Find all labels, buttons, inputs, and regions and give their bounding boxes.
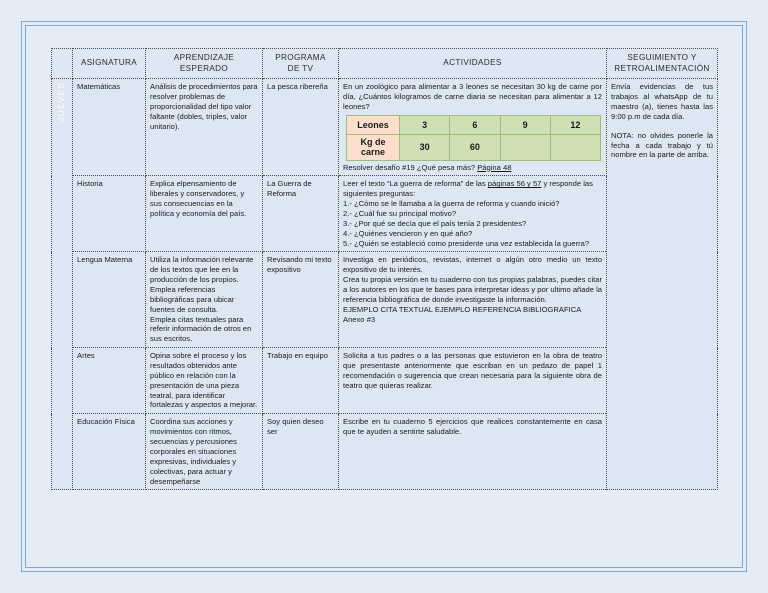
cell-actividades-lengua-materna [339,252,607,348]
cell-seguimiento-retroalimentacion [607,79,718,490]
historia-intro [343,179,602,199]
cell-programa-tv-lengua-materna: Revisando mi texto expositivo [263,252,339,348]
header-programa-de-tv-line2: DE TV [287,63,314,73]
header-programa-de-tv-line1: PROGRAMA [275,53,326,62]
header-seguimiento-retroalimentacion [607,49,718,79]
historia-intro-pre: Leer el texto “La guerra de reforma” de las [343,179,488,189]
lengua-paragraph-1: Investiga en periódicos, revistas, internet o algún otro medio un texto expositivo de tu interés. [343,255,602,275]
cell-aprendizaje-matematicas: Análisis de procedimientos para resolver problemas de proporcionalidad del tipo valor faltante (dobles, triples, valor unitario). [146,79,263,176]
matematicas-page-reference: Página 48 [477,162,512,172]
lions-row-label-kg-de-carne: Kg de carne [347,134,400,160]
historia-question-4: 4.- ¿Quiénes vencieron y en qué año? [343,228,473,238]
day-label-text: JUEVES [56,82,66,122]
matematicas-problem-statement: En un zoológico para alimentar a 3 leones se necesitan 30 kg de carne por día, ¿Cuántos kilogramos de carne diaria se necesitan para alimentar a 12 leones? [343,82,602,112]
matematicas-desafio-line [343,163,602,173]
lengua-annex-line: Anexo #3 [343,314,376,324]
historia-intro-post: y responde las siguientes preguntas: [343,179,593,199]
header-seguimiento-line2: RETROALIMENTACIÓN [614,63,710,73]
cell-asignatura-artes: Artes [73,348,146,414]
lions-value-leones-1: 6 [450,115,500,134]
historia-question-3: 3.- ¿Por qué se decía que el país tenía 2 presidentes? [343,218,527,228]
seguimiento-paragraph-1: Envía evidencias de tus trabajos al whatsApp de tu maestro (a), tienes hasta las 9:00 p.m de cada día. [611,82,713,121]
header-aprendizaje-esperado: APRENDIZAJE ESPERADO [146,49,263,79]
cell-aprendizaje-artes: Opina sobre el proceso y los resultados obtenidos ante público en relación con la presentación de una pieza teatral, para identificar fortalezas y aspectos a mejorar. [146,348,263,414]
lions-row-kg-de-carne [347,134,601,160]
header-actividades: ACTIVIDADES [339,49,607,79]
header-seguimiento-line1: SEGUIMIENTO Y [627,53,697,62]
lions-value-leones-0: 3 [400,115,450,134]
educacion-fisica-activity-text: Escribe en tu cuaderno 5 ejercicios que realices constantemente en casa que te ayuden a sentirte saludable. [343,417,602,437]
cell-programa-tv-matematicas: La pesca ribereña [263,79,339,176]
table-row-matematicas [52,79,718,176]
lengua-paragraph-2: Crea tu propia versión en tu cuaderno con tus propias palabras, puedes citar a los autores en los que te bases para interpretar ideas y por ultimo añade la referencia bibliográfica de donde investigaste la información. [343,275,602,304]
cell-asignatura-educacion-fisica: Educación Física [73,414,146,490]
lions-value-leones-2: 9 [500,115,550,134]
weekly-plan-sheet [51,48,717,528]
historia-page-reference: páginas 56 y 57 [487,179,542,189]
header-asignatura: ASIGNATURA [73,49,146,79]
historia-question-5: 5.- ¿Quién se estableció como presidente una vez establecida la guerra? [343,238,590,248]
lions-value-kg-1: 60 [450,134,500,160]
cell-aprendizaje-lengua-materna: Utiliza la información relevante de los textos que lee en la producción de los propios. Emplea referencias bibliográficas para ubicar fuentes de consulta. Emplea citas textuales para referir información de otros en sus escritos. [146,252,263,348]
lions-value-kg-0: 30 [400,134,450,160]
cell-actividades-artes [339,348,607,414]
day-label-cell [52,79,73,490]
cell-asignatura-historia: Historia [73,176,146,252]
cell-programa-tv-historia: La Guerra de Reforma [263,176,339,252]
cell-programa-tv-artes: Trabajo en equipo [263,348,339,414]
artes-activity-text: Solicita a tus padres o a las personas que estuvieron en la obra de teatro que presentaste anteriormente que escriban en un pedazo de papel 1 recomendación o sugerencia que crean necesaria para la siguiente obra de teatro que quieras realizar. [343,351,602,390]
cell-actividades-historia [339,176,607,252]
lions-row-label-leones: Leones [347,115,400,134]
historia-question-2: 2.- ¿Cuál fue su principal motivo? [343,209,457,219]
cell-actividades-matematicas [339,79,607,176]
seguimiento-nota: NOTA: no olvides ponerle la fecha a cada trabajo y tú nombre en la parte de arriba. [611,130,713,160]
cell-aprendizaje-historia: Explica elpensamiento de liberales y conservadores, y sus consecuencias en la política y economía del país. [146,176,263,252]
lions-value-kg-3 [550,134,600,160]
cell-aprendizaje-educacion-fisica: Coordina sus acciones y movimientos con ritmos, secuencias y percusiones corporales en situaciones expresivas, individuales y colectivas, para actuar y desempeñarse [146,414,263,490]
lions-proportion-table [346,115,601,161]
cell-programa-tv-educacion-fisica: Soy quien deseo ser [263,414,339,490]
header-spacer [52,49,73,79]
cell-actividades-educacion-fisica [339,414,607,490]
cell-asignatura-lengua-materna: Lengua Materna [73,252,146,348]
lengua-example-line: EJEMPLO CITA TEXTUAL EJEMPLO REFERENCIA BIBLIOGRAFICA [343,304,582,314]
matematicas-desafio-text: Resolver desafío #19 ¿Qué pesa más? [343,162,478,172]
lions-row-leones [347,115,601,134]
cell-asignatura-matematicas: Matemáticas [73,79,146,176]
historia-question-1: 1.- ¿Cómo se le llamaba a la guerra de reforma y cuando inició? [343,199,560,209]
header-programa-de-tv [263,49,339,79]
lions-value-leones-3: 12 [550,115,600,134]
weekly-plan-table [51,48,718,490]
lions-value-kg-2 [500,134,550,160]
table-header-row [52,49,718,79]
